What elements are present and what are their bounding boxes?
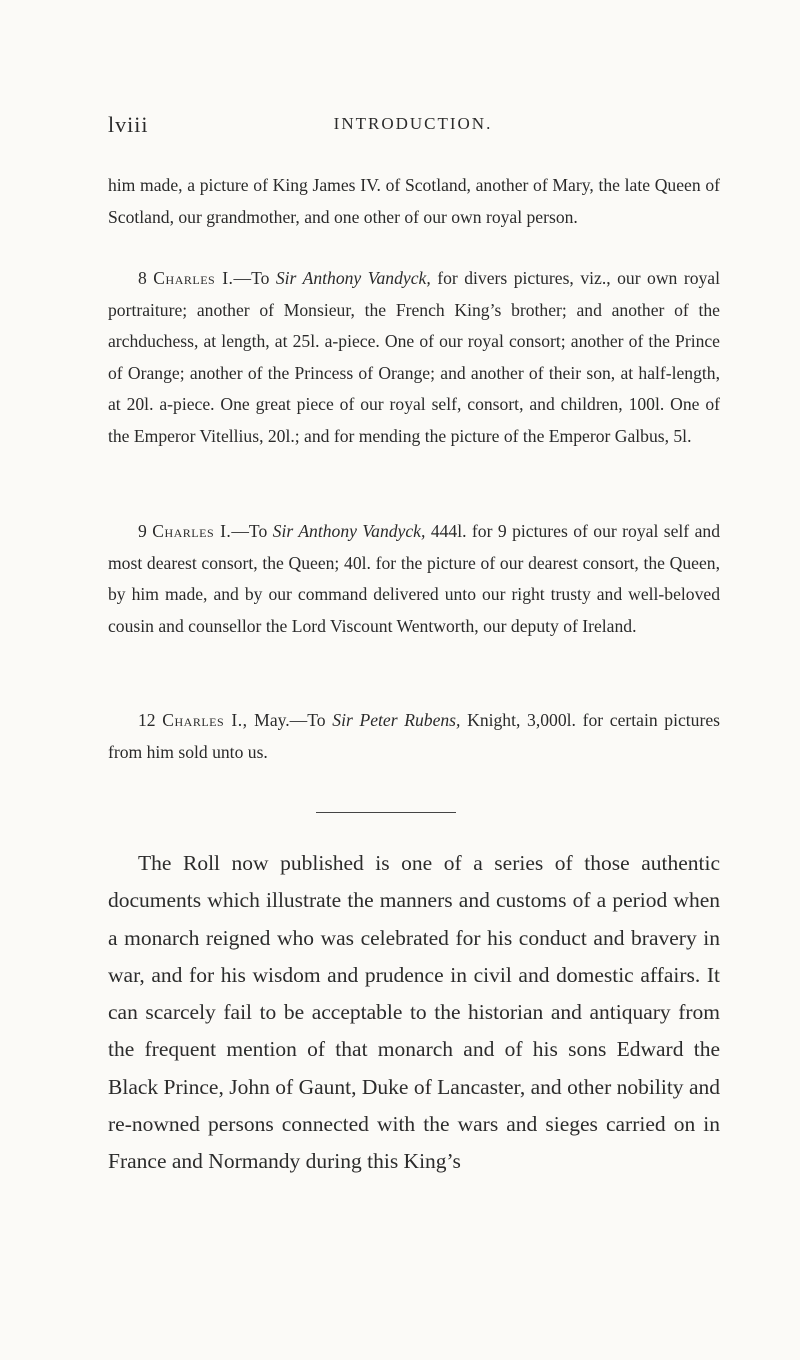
king-name: Charles I. (153, 268, 234, 288)
king-name: Charles I., (162, 710, 248, 730)
paragraph-entry-12 (108, 705, 720, 768)
paragraph-entry-9 (108, 516, 720, 642)
entry-text: Knight, 3,000l. for certain pictures from him sold unto us. (108, 710, 720, 762)
running-title: INTRODUCTION. (333, 114, 493, 133)
page-header (108, 112, 718, 142)
entry-dash: —To (233, 268, 276, 288)
entry-dash: May.—To (247, 710, 333, 730)
paragraph-continuation: him made, a picture of King James IV. of Scotland, another of Mary, the late Queen of Scotland, our grandmother, and one other of our own royal person. (108, 175, 720, 227)
king-name: Charles I. (152, 521, 232, 541)
painter-name: Sir Peter Rubens, (332, 710, 461, 730)
entry-number: 8 (138, 268, 147, 288)
section-divider (316, 812, 456, 813)
entry-number: 9 (138, 521, 147, 541)
painter-name: Sir Anthony Vandyck, (275, 268, 431, 288)
paragraph-entry-8 (108, 263, 720, 452)
painter-name: Sir Anthony Vandyck, (272, 521, 426, 541)
page-number: lviii (108, 112, 149, 137)
entry-number: 12 (138, 710, 156, 730)
entry-text: 444l. for 9 pictures of our royal self and most dearest consort, the Queen; 40l. for the picture of our dearest consort, the Queen, by him made, and by our command delivered unto our right trusty and well-beloved cousin and counsellor the Lord Viscount Wentworth, our deputy of Ireland. (108, 521, 720, 636)
entry-dash: —To (231, 521, 273, 541)
closing-paragraph: The Roll now published is one of a series of those authentic documents which illustrate the manners and customs of a period when a monarch reigned who was celebrated for his conduct and bravery in war, and for his wisdom and prudence in civil and domestic affairs. It can scarcely fail to be acceptable to the historian and antiquary from the frequent mention of that monarch and of his sons Edward the Black Prince, John of Gaunt, Duke of Lancaster, and other nobility and re-nowned persons connected with the wars and sieges carried on in France and Normandy during this King’s (108, 851, 720, 1174)
entry-text: for divers pictures, viz., our own royal portraiture; another of Monsieur, the French King’s brother; and another of the archduchess, at length, at 25l. a-piece. One of our royal consort; another of the Prince of Orange; another of the Princess of Orange; and another of their son, at half-length, at 20l. a-piece. One great piece of our royal self, consort, and children, 100l. One of the Emperor Vitellius, 20l.; and for mending the picture of the Emperor Galbus, 5l. (108, 268, 721, 446)
